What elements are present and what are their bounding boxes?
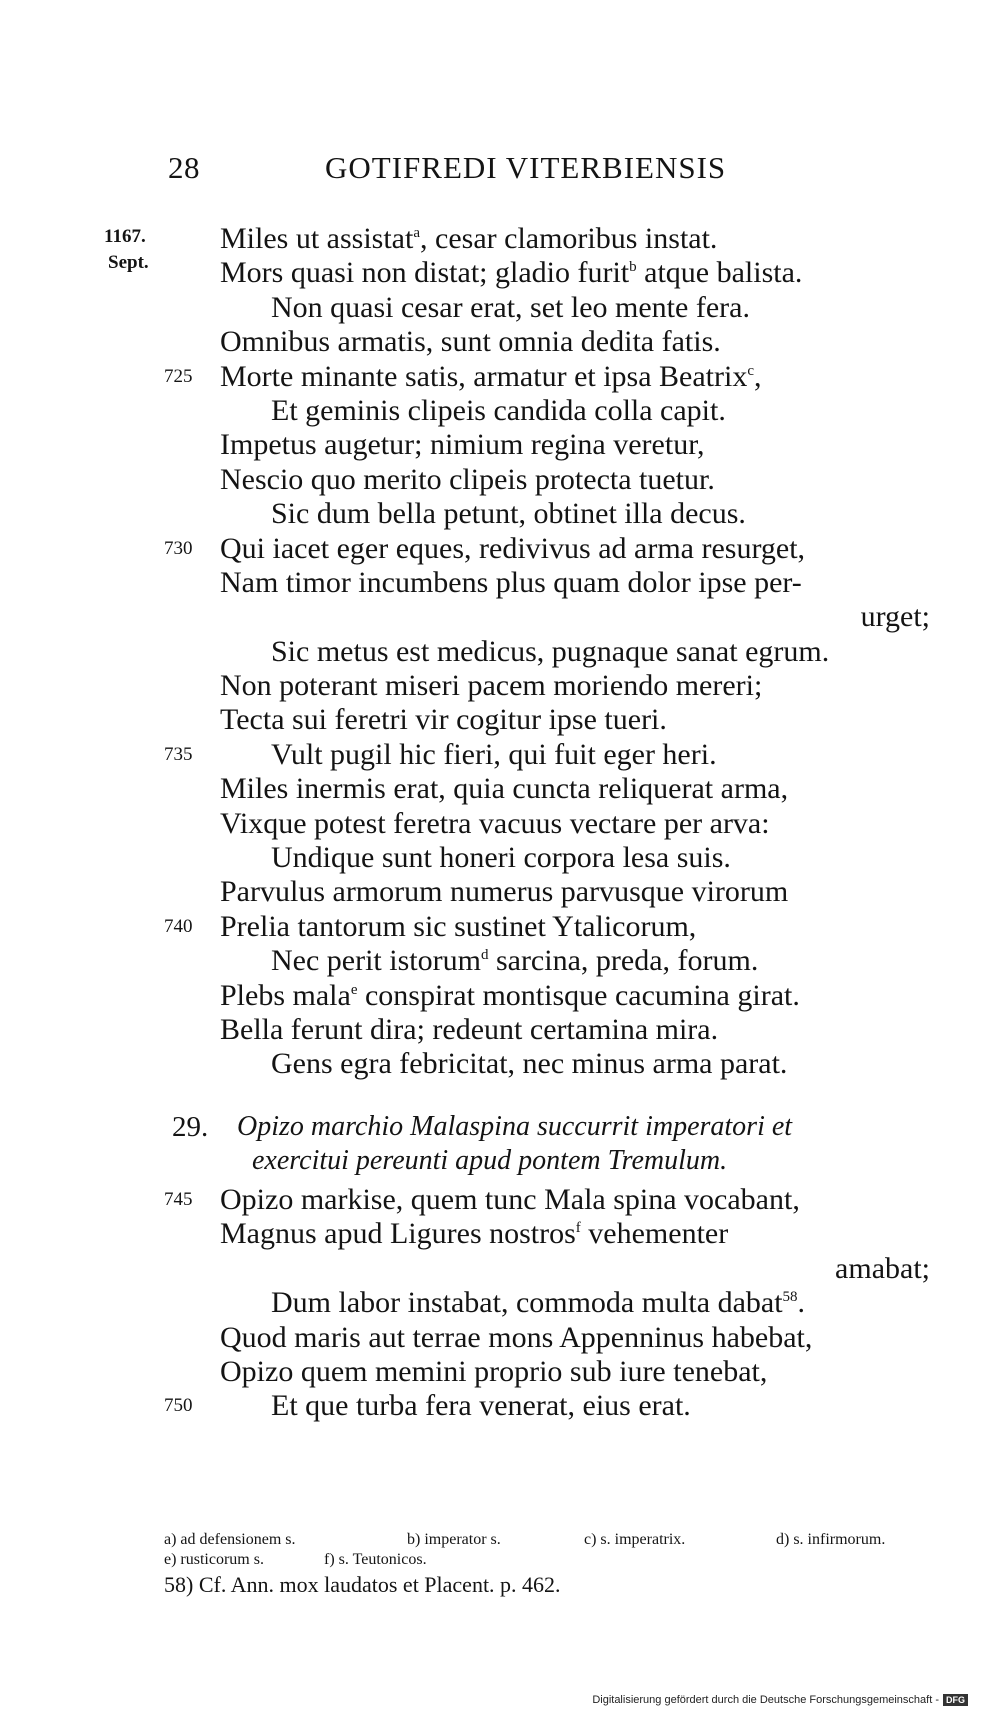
section-title-line-1: Opizo marchio Malaspina succurrit imperatori et [237, 1111, 793, 1142]
verse-text [220, 566, 802, 600]
footnote-58: 58) Cf. Ann. mox laudatos et Placent. p. 462. [164, 1572, 561, 1597]
digitization-credit [592, 1694, 968, 1706]
footnote-marker: a [413, 225, 421, 241]
verse-text-main: Nec perit istorum [271, 944, 481, 978]
verse-text [220, 1183, 800, 1217]
verse-line [0, 772, 1000, 806]
line-number: 740 [164, 915, 193, 937]
footnote-marker: f [575, 1220, 581, 1237]
verse-text-rest: . [797, 1286, 806, 1320]
verse-line [0, 875, 1000, 909]
verse-line [0, 944, 1000, 978]
verse-text [271, 1389, 691, 1423]
verse-text-main: Undique sunt honeri corpora lesa suis. [271, 841, 731, 875]
verse-text-main: Opizo quem memini proprio sub iure tenebat, [220, 1354, 768, 1388]
verse-text-main: Mors quasi non distat; gladio furit [220, 256, 630, 290]
verse-text-main: Plebs mala [220, 978, 351, 1012]
verse-text-main: Qui iacet eger eques, redivivus ad arma resurget, [220, 531, 806, 565]
verse-line [0, 566, 1000, 600]
verse-text [220, 772, 788, 806]
verse-text [271, 497, 746, 531]
verse-text [220, 256, 802, 290]
footnote-e: e) rusticorum s. [164, 1551, 264, 1568]
credit-text: Digitalisierung gefördert durch die Deutsche Forschungsgemeinschaft - [592, 1694, 939, 1706]
verse-text-main: Miles inermis erat, quia cuncta reliquerat arma, [220, 772, 789, 806]
verse-text [220, 222, 717, 256]
footnote-a: a) ad defensionem s. [164, 1531, 296, 1548]
running-title: GOTIFREDI VITERBIENSIS [325, 150, 727, 185]
verse-text-main: Sic metus est medicus, pugnaque sanat egrum. [271, 634, 830, 668]
verse-line [0, 703, 1000, 737]
verse-text [271, 944, 758, 978]
verse-line [0, 497, 1000, 531]
verse-line [0, 1286, 1000, 1320]
verse-line [0, 325, 1000, 359]
verse-text-main: Et que turba fera venerat, eius erat. [271, 1389, 691, 1423]
verse-text [271, 841, 731, 875]
verse-text-main: Vult pugil hic fieri, qui fuit eger heri. [271, 737, 717, 771]
verse-text [220, 875, 788, 909]
margin-month: Sept. [108, 252, 149, 273]
verse-text-rest: atque balista. [636, 256, 803, 290]
dfg-logo: DFG [943, 1694, 968, 1706]
verse-text [271, 738, 717, 772]
verse-text-main: Parvulus armorum numerus parvusque virorum [220, 875, 789, 909]
verse-line [0, 1252, 1000, 1286]
verse-text-main: Tecta sui feretri vir cogitur ipse tueri. [220, 703, 667, 737]
verse-text-main: Miles ut assistat [220, 222, 414, 255]
verse-line [0, 635, 1000, 669]
footnote-marker: d [480, 947, 489, 964]
verse-line [0, 807, 1000, 841]
verse-text [271, 1047, 787, 1081]
verse-text-main: Gens egra febricitat, nec minus arma parat. [271, 1047, 788, 1081]
footnote-f: f) s. Teutonicos. [324, 1551, 427, 1568]
verse-text [220, 669, 762, 703]
verse-text-main: Et geminis clipeis candida colla capit. [271, 393, 726, 427]
verse-text-rest: vehementer [580, 1217, 729, 1251]
footnote-marker: e [350, 981, 358, 998]
verse-line [0, 1321, 1000, 1355]
verse-text [220, 1013, 718, 1047]
verse-text-main: Vixque potest feretra vacuus vectare per arva: [220, 806, 770, 840]
verse-line [0, 1355, 1000, 1389]
verse-text [271, 1286, 805, 1320]
verse-line [0, 291, 1000, 325]
verse-text-main: Impetus augetur; nimium regina veretur, [220, 428, 705, 462]
verse-text-main: Non quasi cesar erat, set leo mente fera. [271, 290, 750, 324]
verse-block-2 [0, 1183, 1000, 1424]
verse-block-1 [0, 222, 1000, 1082]
verse-text [220, 428, 704, 462]
verse-line [0, 1047, 1000, 1081]
footnote-marker: 58 [782, 1289, 798, 1306]
verse-line [0, 428, 1000, 462]
footnote-marker: c [747, 362, 755, 379]
verse-text-main: Bella ferunt dira; redeunt certamina mira. [220, 1012, 719, 1046]
verse-text [220, 325, 721, 359]
verse-line [0, 600, 1000, 634]
line-number: 745 [164, 1189, 193, 1210]
verse-text [220, 910, 696, 944]
page-number: 28 [168, 150, 200, 185]
verse-line [0, 669, 1000, 703]
verse-text-main: Morte minante satis, armatur et ipsa Beatrix [220, 359, 748, 393]
verse-text [220, 703, 667, 737]
verse-text-rest: , cesar clamoribus instat. [420, 222, 718, 255]
verse-text [220, 1321, 812, 1355]
verse-line [0, 738, 1000, 772]
verse-line [0, 394, 1000, 428]
verse-line [0, 1217, 1000, 1251]
verse-line [0, 1389, 1000, 1423]
line-number: 735 [164, 743, 193, 765]
verse-text [220, 1355, 767, 1389]
verse-line [0, 222, 1000, 256]
verse-text-main: Non poterant miseri pacem moriendo mereri; [220, 669, 763, 703]
verse-line [0, 463, 1000, 497]
verse-text [220, 807, 770, 841]
footnote-marker: b [629, 259, 637, 276]
verse-text [835, 1252, 930, 1286]
footnote-c: c) s. imperatrix. [584, 1531, 686, 1548]
line-number: 750 [164, 1395, 193, 1417]
line-number: 730 [164, 537, 193, 559]
verse-line [0, 841, 1000, 875]
section-title-line-2: exercitui pereunti apud pontem Tremulum. [252, 1145, 728, 1176]
verse-text-main: Nam timor incumbens plus quam dolor ipse per- [220, 565, 802, 599]
verse-text-main: amabat; [835, 1251, 930, 1285]
verse-text [220, 979, 800, 1013]
section-number: 29. [172, 1111, 209, 1143]
verse-text-main: Opizo markise, quem tunc Mala spina vocabant, [220, 1183, 800, 1216]
verse-line [0, 910, 1000, 944]
verse-text [220, 532, 805, 566]
verse-text-main: urget; [860, 600, 930, 634]
verse-text-main: Sic dum bella petunt, obtinet illa decus. [271, 497, 746, 531]
verse-text-main: Prelia tantorum sic sustinet Ytalicorum, [220, 909, 697, 943]
footnote-b: b) imperator s. [407, 1531, 501, 1548]
verse-text-main: Magnus apud Ligures nostros [220, 1217, 576, 1251]
verse-text [220, 463, 715, 497]
verse-text [271, 291, 750, 325]
verse-line [0, 360, 1000, 394]
footnote-d: d) s. infirmorum. [776, 1531, 886, 1548]
verse-text-main: Dum labor instabat, commoda multa dabat [271, 1286, 783, 1320]
verse-text-rest: conspirat montisque cacumina girat. [357, 978, 800, 1012]
verse-text-main: Quod maris aut terrae mons Appenninus habebat, [220, 1320, 813, 1354]
verse-text [861, 600, 930, 634]
line-number: 725 [164, 365, 193, 387]
verse-text-rest: sarcina, preda, forum. [488, 944, 759, 978]
verse-line [0, 979, 1000, 1013]
verse-text [271, 635, 829, 669]
verse-text-main: Nescio quo merito clipeis protecta tuetur. [220, 462, 715, 496]
verse-line [0, 532, 1000, 566]
verse-line [0, 1183, 1000, 1217]
verse-text-rest: , [754, 359, 762, 393]
verse-line [0, 256, 1000, 290]
verse-text-main: Omnibus armatis, sunt omnia dedita fatis. [220, 325, 721, 359]
margin-year: 1167. [104, 226, 146, 247]
verse-text [220, 1217, 728, 1251]
verse-text [271, 394, 726, 428]
verse-text [220, 360, 762, 394]
verse-line [0, 1013, 1000, 1047]
